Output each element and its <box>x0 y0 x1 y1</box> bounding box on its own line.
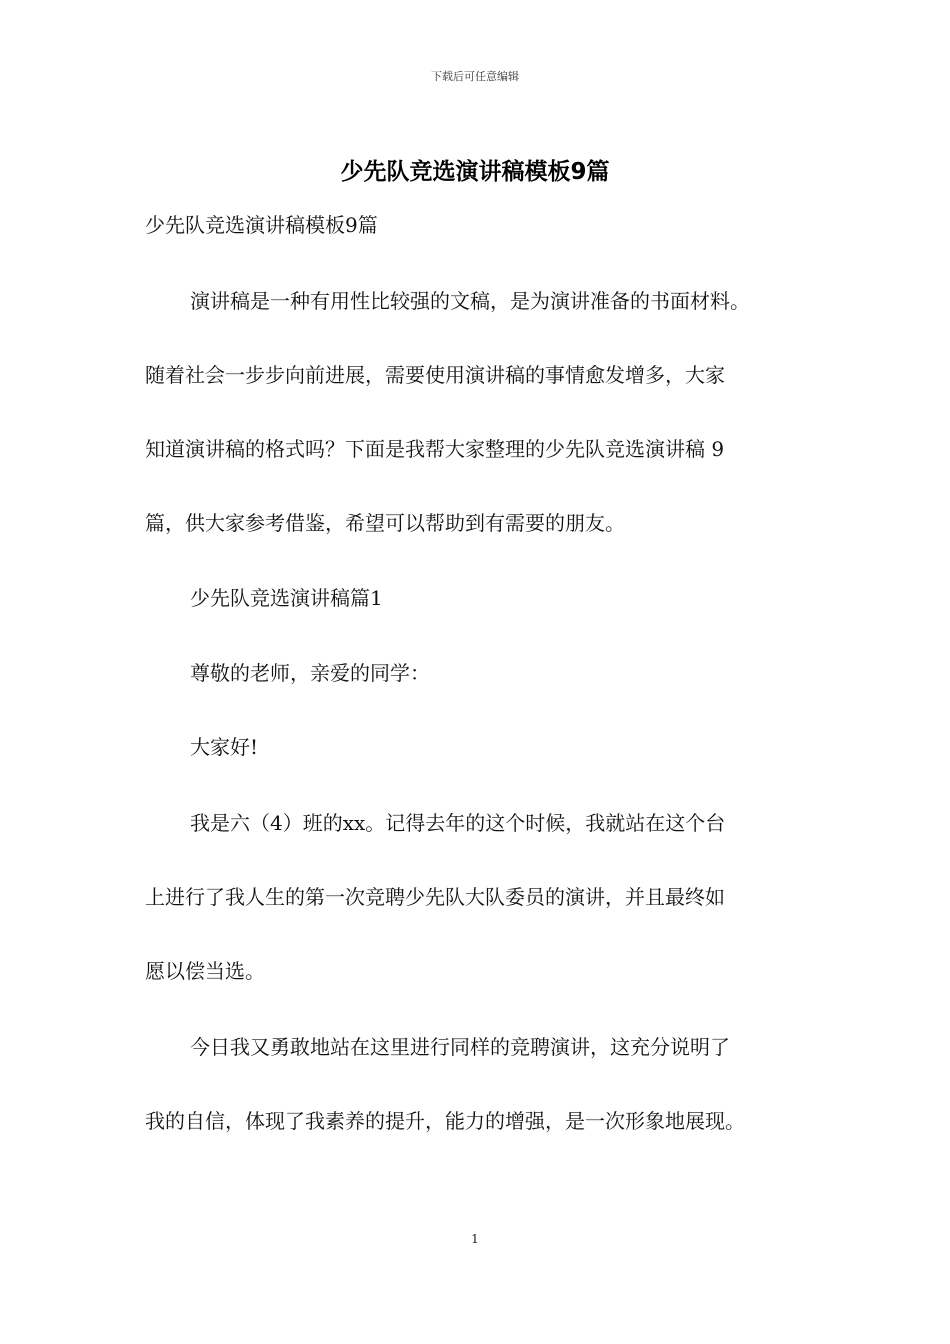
paragraph-line: 演讲稿是一种有用性比较强的文稿，是为演讲准备的书面材料。 <box>190 289 750 313</box>
paragraph-line: 我是六（4）班的xx。记得去年的这个时候，我就站在这个台 <box>190 811 726 835</box>
page-header: 下载后可任意编辑 <box>431 70 519 83</box>
paragraph-line: 愿以偿当选。 <box>145 959 265 983</box>
paragraph-line: 篇，供大家参考借鉴，希望可以帮助到有需要的朋友。 <box>145 511 625 535</box>
document-title: 少先队竞选演讲稿模板9篇 <box>340 159 610 185</box>
paragraph-line: 我的自信，体现了我素养的提升，能力的增强，是一次形象地展现。 <box>145 1109 745 1133</box>
paragraph-line: 上进行了我人生的第一次竞聘少先队大队委员的演讲，并且最终如 <box>145 885 725 909</box>
subtitle-line: 少先队竞选演讲稿模板9篇 <box>145 213 378 237</box>
paragraph-line: 今日我又勇敢地站在这里进行同样的竞聘演讲，这充分说明了 <box>190 1035 730 1059</box>
page-number: 1 <box>471 1232 479 1246</box>
section-heading: 少先队竞选演讲稿篇1 <box>190 586 383 610</box>
greeting-line: 大家好! <box>190 735 259 759</box>
salutation-line: 尊敬的老师，亲爱的同学： <box>190 661 430 685</box>
paragraph-line: 知道演讲稿的格式吗？下面是我帮大家整理的少先队竞选演讲稿 9 <box>145 437 725 461</box>
paragraph-line: 随着社会一步步向前进展，需要使用演讲稿的事情愈发增多，大家 <box>145 363 725 387</box>
